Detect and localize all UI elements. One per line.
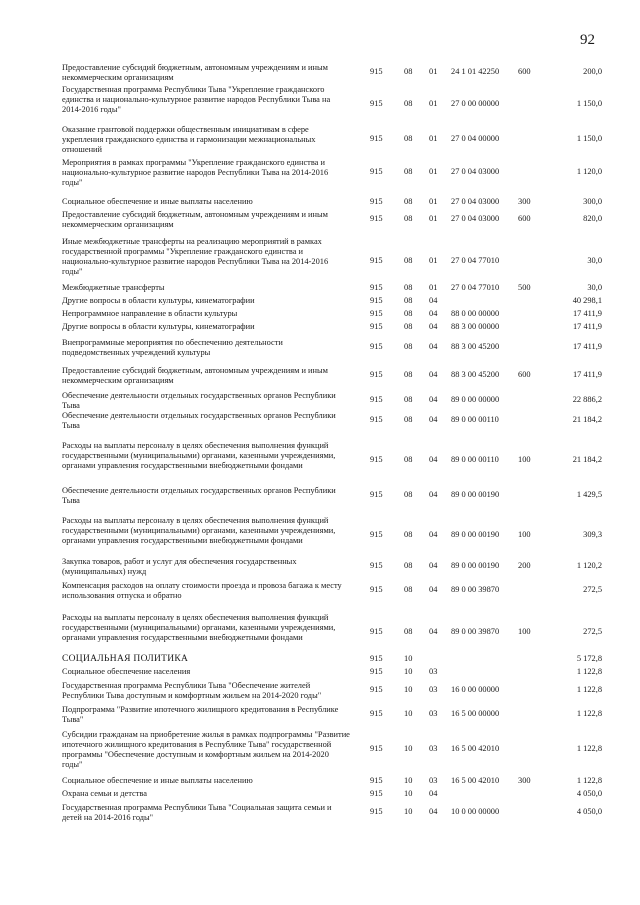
- cell-ved: 915: [370, 283, 383, 292]
- cell-pr: 01: [429, 99, 438, 108]
- cell-ved: 915: [370, 561, 383, 570]
- cell-sum: 200,0: [583, 67, 602, 76]
- cell-pr: 04: [429, 530, 438, 539]
- row-name: Субсидии гражданам на приобретение жилья в рамках подпрограммы "Развитие ипотечного жилищного кредитования в Республике Тыва" государственной программы "Обеспечение доступным и комфортным жильем на 2014-2020 годы": [62, 730, 350, 769]
- cell-rz: 10: [404, 807, 413, 816]
- cell-rz: 08: [404, 309, 413, 318]
- cell-ved: 915: [370, 256, 383, 265]
- row-name: Государственная программа Республики Тыва "Укрепление гражданского единства и национально-культурное развитие народов Республики Тыва на 2014-2016 годы": [62, 85, 331, 114]
- cell-ved: 915: [370, 789, 383, 798]
- cell-ved: 915: [370, 415, 383, 424]
- cell-pr: 04: [429, 490, 438, 499]
- cell-csr: 27 0 04 03000: [451, 214, 500, 223]
- cell-pr: 03: [429, 685, 438, 694]
- cell-rz: 08: [404, 530, 413, 539]
- cell-sum: 1 122,8: [576, 709, 602, 718]
- row-name: Межбюджетные трансферты: [62, 283, 165, 292]
- cell-pr: 04: [429, 309, 438, 318]
- cell-rz: 08: [404, 370, 413, 379]
- cell-sum: 1 122,8: [576, 685, 602, 694]
- cell-rz: 10: [404, 667, 413, 676]
- cell-csr: 88 3 00 00000: [451, 322, 500, 331]
- cell-vr: 100: [518, 627, 531, 636]
- cell-ved: 915: [370, 99, 383, 108]
- cell-rz: 08: [404, 67, 413, 76]
- cell-ved: 915: [370, 342, 383, 351]
- cell-sum: 5 172,8: [576, 654, 602, 663]
- cell-pr: 04: [429, 627, 438, 636]
- cell-rz: 08: [404, 342, 413, 351]
- cell-sum: 17 411,9: [572, 370, 602, 379]
- cell-sum: 272,5: [583, 627, 602, 636]
- cell-pr: 04: [429, 395, 438, 404]
- cell-ved: 915: [370, 744, 383, 753]
- cell-rz: 10: [404, 789, 413, 798]
- cell-csr: 16 5 00 00000: [451, 709, 500, 718]
- cell-sum: 1 120,0: [576, 167, 602, 176]
- cell-rz: 08: [404, 490, 413, 499]
- row-name: Обеспечение деятельности отдельных государственных органов Республики Тыва: [62, 391, 336, 410]
- cell-pr: 04: [429, 585, 438, 594]
- cell-rz: 08: [404, 585, 413, 594]
- cell-ved: 915: [370, 134, 383, 143]
- row-name: Внепрограммные мероприятия по обеспечению деятельности подведомственных учреждений культуры: [62, 338, 283, 357]
- cell-pr: 01: [429, 67, 438, 76]
- cell-pr: 04: [429, 322, 438, 331]
- cell-ved: 915: [370, 654, 383, 663]
- cell-sum: 1 150,0: [576, 99, 602, 108]
- cell-pr: 04: [429, 561, 438, 570]
- cell-pr: 01: [429, 197, 438, 206]
- page-number: 92: [580, 32, 595, 48]
- cell-ved: 915: [370, 455, 383, 464]
- cell-ved: 915: [370, 322, 383, 331]
- cell-sum: 21 184,2: [572, 415, 602, 424]
- cell-csr: 89 0 00 00110: [451, 455, 499, 464]
- cell-pr: 04: [429, 807, 438, 816]
- row-name: Предоставление субсидий бюджетным, автономным учреждениям и иным некоммерческим организациям: [62, 210, 328, 229]
- cell-sum: 4 050,0: [576, 789, 602, 798]
- cell-pr: 03: [429, 709, 438, 718]
- cell-rz: 08: [404, 214, 413, 223]
- cell-ved: 915: [370, 627, 383, 636]
- cell-rz: 08: [404, 395, 413, 404]
- cell-rz: 08: [404, 256, 413, 265]
- cell-pr: 04: [429, 455, 438, 464]
- row-name: Оказание грантовой поддержки общественным инициативам в сфере укрепления гражданского единства и гармонизации межнациональных отношений: [62, 125, 316, 154]
- cell-vr: 300: [518, 197, 531, 206]
- cell-csr: 89 0 00 00110: [451, 415, 499, 424]
- cell-vr: 200: [518, 561, 531, 570]
- cell-rz: 08: [404, 99, 413, 108]
- cell-pr: 04: [429, 370, 438, 379]
- cell-csr: 88 3 00 45200: [451, 370, 500, 379]
- cell-pr: 04: [429, 789, 438, 798]
- cell-pr: 04: [429, 296, 438, 305]
- row-name: Социальное обеспечение и иные выплаты населению: [62, 776, 253, 785]
- cell-rz: 10: [404, 744, 413, 753]
- cell-csr: 88 0 00 00000: [451, 309, 500, 318]
- cell-sum: 40 298,1: [572, 296, 602, 305]
- cell-vr: 600: [518, 214, 531, 223]
- cell-vr: 100: [518, 530, 531, 539]
- cell-ved: 915: [370, 67, 383, 76]
- cell-pr: 03: [429, 776, 438, 785]
- cell-pr: 01: [429, 134, 438, 143]
- cell-vr: 600: [518, 67, 531, 76]
- cell-pr: 01: [429, 214, 438, 223]
- cell-pr: 04: [429, 415, 438, 424]
- cell-sum: 1 122,8: [576, 744, 602, 753]
- cell-sum: 17 411,9: [572, 309, 602, 318]
- row-name: Расходы на выплаты персоналу в целях обеспечения выполнения функций государственными (муниципальными) органами, казенными учреждениями, органами управления государственными внебюджетными фондами: [62, 516, 336, 545]
- cell-rz: 08: [404, 167, 413, 176]
- cell-pr: 03: [429, 744, 438, 753]
- cell-vr: 300: [518, 776, 531, 785]
- row-name: Обеспечение деятельности отдельных государственных органов Республики Тыва: [62, 411, 336, 430]
- row-name: Предоставление субсидий бюджетным, автономным учреждениям и иным некоммерческим организациям: [62, 366, 328, 385]
- cell-rz: 08: [404, 415, 413, 424]
- cell-rz: 10: [404, 654, 413, 663]
- cell-sum: 21 184,2: [572, 455, 602, 464]
- cell-pr: 01: [429, 283, 438, 292]
- cell-csr: 89 0 00 00190: [451, 561, 500, 570]
- cell-pr: 03: [429, 667, 438, 676]
- cell-sum: 4 050,0: [576, 807, 602, 816]
- cell-ved: 915: [370, 709, 383, 718]
- cell-rz: 08: [404, 561, 413, 570]
- cell-rz: 08: [404, 283, 413, 292]
- cell-csr: 89 0 00 00000: [451, 395, 500, 404]
- cell-ved: 915: [370, 309, 383, 318]
- row-name: Социальное обеспечение и иные выплаты населению: [62, 197, 253, 206]
- cell-rz: 10: [404, 776, 413, 785]
- cell-rz: 08: [404, 197, 413, 206]
- row-name: Другие вопросы в области культуры, кинематографии: [62, 322, 255, 331]
- row-name: Другие вопросы в области культуры, кинематографии: [62, 296, 255, 305]
- cell-csr: 27 0 04 00000: [451, 134, 500, 143]
- cell-sum: 1 429,5: [576, 490, 602, 499]
- cell-csr: 89 0 00 39870: [451, 585, 500, 594]
- cell-csr: 16 5 00 42010: [451, 776, 500, 785]
- cell-ved: 915: [370, 296, 383, 305]
- row-name: Компенсация расходов на оплату стоимости проезда и провоза багажа к месту использования отпуска и обратно: [62, 581, 342, 600]
- cell-sum: 309,3: [583, 530, 602, 539]
- cell-csr: 10 0 00 00000: [451, 807, 500, 816]
- cell-rz: 10: [404, 709, 413, 718]
- cell-rz: 08: [404, 627, 413, 636]
- cell-pr: 04: [429, 342, 438, 351]
- cell-vr: 600: [518, 370, 531, 379]
- cell-sum: 1 150,0: [576, 134, 602, 143]
- cell-sum: 1 122,8: [576, 667, 602, 676]
- row-name: Социальное обеспечение населения: [62, 667, 191, 676]
- cell-pr: 01: [429, 256, 438, 265]
- cell-csr: 89 0 00 39870: [451, 627, 500, 636]
- cell-ved: 915: [370, 530, 383, 539]
- cell-rz: 08: [404, 322, 413, 331]
- cell-csr: 16 5 00 42010: [451, 744, 500, 753]
- row-name: Закупка товаров, работ и услуг для обеспечения государственных (муниципальных) нужд: [62, 557, 297, 576]
- row-name: Государственная программа Республики Тыва "Социальная защита семьи и детей на 2014-2016 годы": [62, 803, 332, 822]
- cell-csr: 24 1 01 42250: [451, 67, 500, 76]
- row-name: Предоставление субсидий бюджетным, автономным учреждениям и иным некоммерческим организациям: [62, 63, 328, 82]
- row-name: Государственная программа Республики Тыва "Обеспечение жителей Республики Тыва доступным и комфортным жильем на 2014-2020 годы": [62, 681, 322, 700]
- row-name: СОЦИАЛЬНАЯ ПОЛИТИКА: [62, 654, 189, 664]
- cell-vr: 100: [518, 455, 531, 464]
- row-name: Расходы на выплаты персоналу в целях обеспечения выполнения функций государственными (муниципальными) органами, казенными учреждениями, органами управления государственными внебюджетными фондами: [62, 441, 336, 470]
- cell-sum: 820,0: [583, 214, 602, 223]
- cell-csr: 89 0 00 00190: [451, 530, 500, 539]
- cell-rz: 08: [404, 455, 413, 464]
- cell-csr: 27 0 04 03000: [451, 167, 500, 176]
- cell-pr: 01: [429, 167, 438, 176]
- cell-vr: 500: [518, 283, 531, 292]
- cell-ved: 915: [370, 214, 383, 223]
- cell-ved: 915: [370, 585, 383, 594]
- row-name: Подпрограмма "Развитие ипотечного жилищного кредитования в Республике Тыва": [62, 705, 339, 724]
- cell-sum: 1 120,2: [576, 561, 602, 570]
- cell-csr: 16 0 00 00000: [451, 685, 500, 694]
- cell-csr: 27 0 04 77010: [451, 256, 500, 265]
- cell-ved: 915: [370, 167, 383, 176]
- cell-sum: 22 886,2: [572, 395, 602, 404]
- cell-csr: 89 0 00 00190: [451, 490, 500, 499]
- cell-ved: 915: [370, 667, 383, 676]
- row-name: Непрограммное направление в области культуры: [62, 309, 238, 318]
- cell-ved: 915: [370, 807, 383, 816]
- cell-rz: 08: [404, 134, 413, 143]
- row-name: Мероприятия в рамках программы "Укрепление гражданского единства и национально-культурное развитие народов Республики Тыва на 2014-2016 годы": [62, 158, 329, 187]
- cell-rz: 08: [404, 296, 413, 305]
- cell-sum: 17 411,9: [572, 322, 602, 331]
- cell-ved: 915: [370, 776, 383, 785]
- cell-sum: 30,0: [587, 283, 602, 292]
- cell-ved: 915: [370, 685, 383, 694]
- cell-ved: 915: [370, 197, 383, 206]
- cell-sum: 30,0: [587, 256, 602, 265]
- cell-csr: 27 0 04 03000: [451, 197, 500, 206]
- cell-ved: 915: [370, 490, 383, 499]
- cell-csr: 88 3 00 45200: [451, 342, 500, 351]
- cell-sum: 300,0: [583, 197, 602, 206]
- row-name: Охрана семьи и детства: [62, 789, 147, 798]
- row-name: Иные межбюджетные трансферты на реализацию мероприятий в рамках государственной программы "Укрепление гражданского единства и национально-культурное развитие народов Республики Тыва на 2014-2016 годы": [62, 237, 329, 276]
- cell-sum: 1 122,8: [576, 776, 602, 785]
- cell-sum: 17 411,9: [572, 342, 602, 351]
- cell-ved: 915: [370, 370, 383, 379]
- cell-sum: 272,5: [583, 585, 602, 594]
- cell-rz: 10: [404, 685, 413, 694]
- row-name: Обеспечение деятельности отдельных государственных органов Республики Тыва: [62, 486, 336, 505]
- cell-csr: 27 0 00 00000: [451, 99, 500, 108]
- cell-csr: 27 0 04 77010: [451, 283, 500, 292]
- row-name: Расходы на выплаты персоналу в целях обеспечения выполнения функций государственными (муниципальными) органами, казенными учреждениями, органами управления государственными внебюджетными фондами: [62, 613, 336, 642]
- cell-ved: 915: [370, 395, 383, 404]
